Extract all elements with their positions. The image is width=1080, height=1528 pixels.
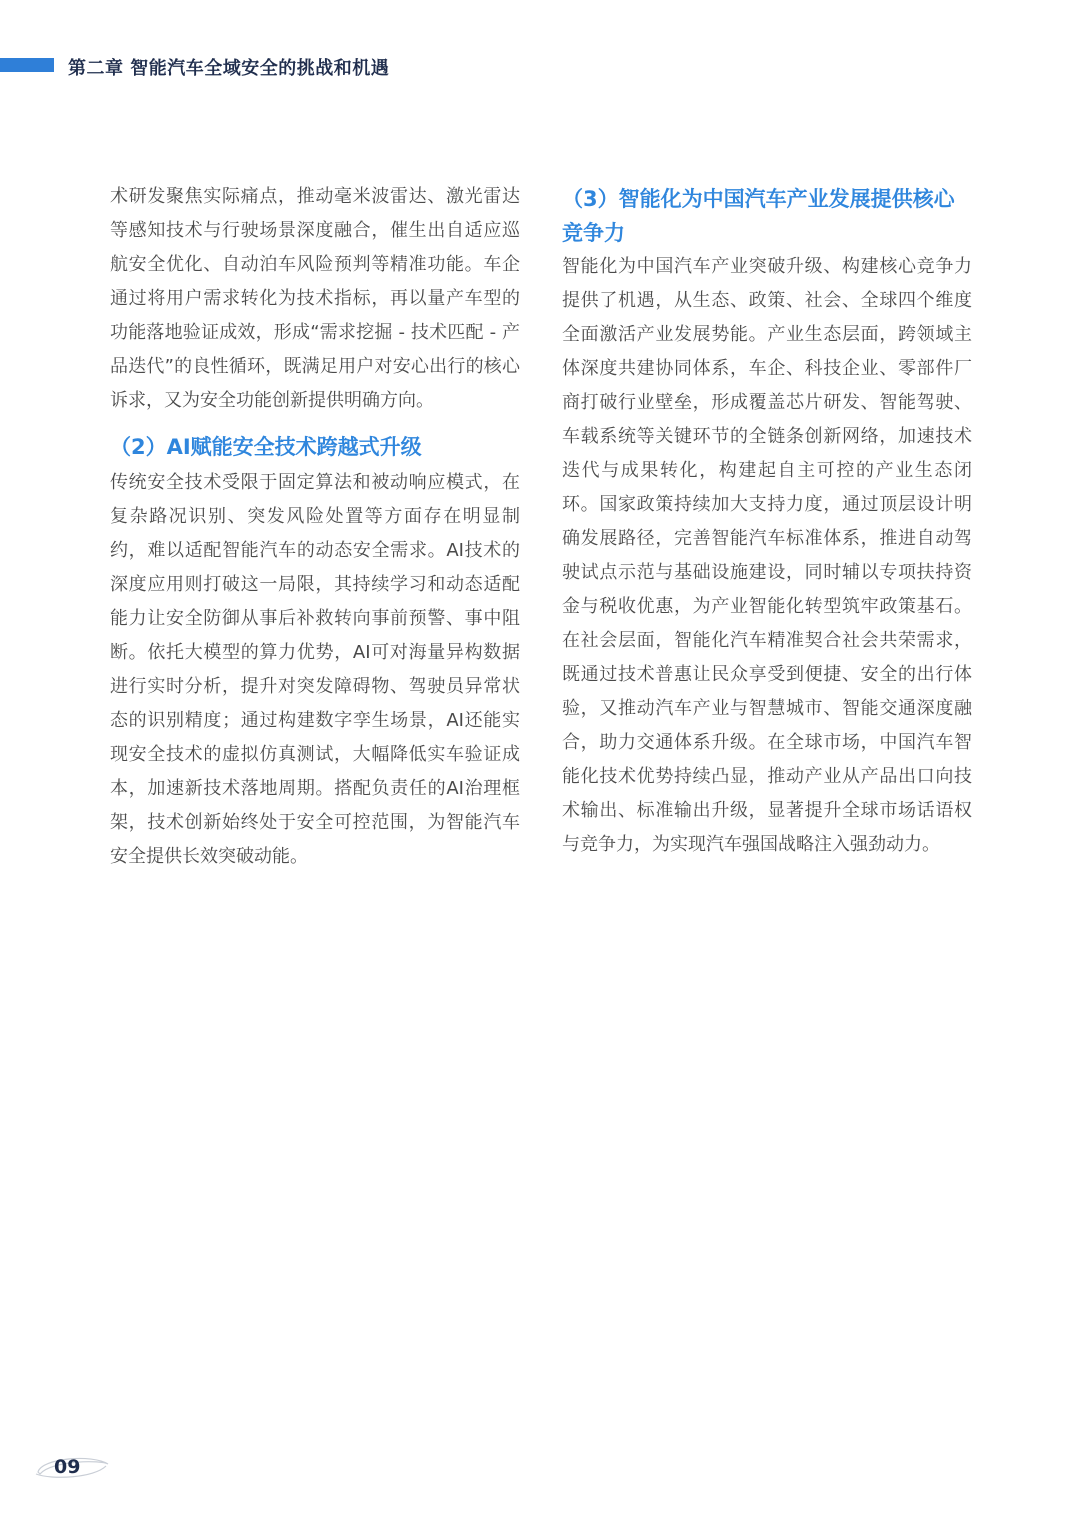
right-column [562,180,972,862]
chapter-title: 第二章 智能汽车全域安全的挑战和机遇 [68,58,390,79]
header-accent-bar [0,58,54,72]
page-number: 09 [54,1456,81,1478]
section-3-paragraph: 智能化为中国汽车产业突破升级、构建核心竞争力提供了机遇，从生态、政策、社会、全球四个维度全面激活产业发展势能。产业生态层面，跨领域主体深度共建协同体系，车企、科技企业、零部件厂商打破行业壁垒，形成覆盖芯片研发、智能驾驶、车载系统等关键环节的全链条创新网络，加速技术迭代与成果转化，构建起自主可控的产业生态闭环。国家政策持续加大支持力度，通过顶层设计明确发展路径，完善智能汽车标准体系，推进自动驾驶试点示范与基础设施建设，同时辅以专项扶持资金与税收优惠，为产业智能化转型筑牢政策基石。在社会层面，智能化汽车精准契合社会共荣需求，既通过技术普惠让民众享受到便捷、安全的出行体验，又推动汽车产业与智慧城市、智能交通深度融合，助力交通体系升级。在全球市场，中国汽车智能化技术优势持续凸显，推动产业从产品出口向技术输出、标准输出升级，显著提升全球市场话语权与竞争力，为实现汽车强国战略注入强劲动力。 [562,256,972,855]
section-2-heading: （2）AI赋能安全技术跨越式升级 [110,435,422,459]
page-number-badge [32,1452,112,1482]
left-column [110,180,520,874]
section-3-heading: （3）智能化为中国汽车产业发展提供核心竞争力 [562,187,955,245]
section-2-paragraph: 传统安全技术受限于固定算法和被动响应模式，在复杂路况识别、突发风险处置等方面存在明显制约，难以适配智能汽车的动态安全需求。AI技术的深度应用则打破这一局限，其持续学习和动态适配能力让安全防御从事后补救转向事前预警、事中阻断。依托大模型的算力优势，AI可对海量异构数据进行实时分析，提升对突发障碍物、驾驶员异常状态的识别精度；通过构建数字孪生场景，AI还能实现安全技术的虚拟仿真测试，大幅降低实车验证成本，加速新技术落地周期。搭配负责任的AI治理框架，技术创新始终处于安全可控范围，为智能汽车安全提供长效突破动能。 [110,472,520,867]
intro-paragraph: 术研发聚焦实际痛点，推动毫米波雷达、激光雷达等感知技术与行驶场景深度融合，催生出自适应巡航安全优化、自动泊车风险预判等精准功能。车企通过将用户需求转化为技术指标，再以量产车型的功能落地验证成效，形成“需求挖掘 - 技术匹配 - 产品迭代”的良性循环，既满足用户对安心出行的核心诉求，又为安全功能创新提供明确方向。 [110,186,520,411]
